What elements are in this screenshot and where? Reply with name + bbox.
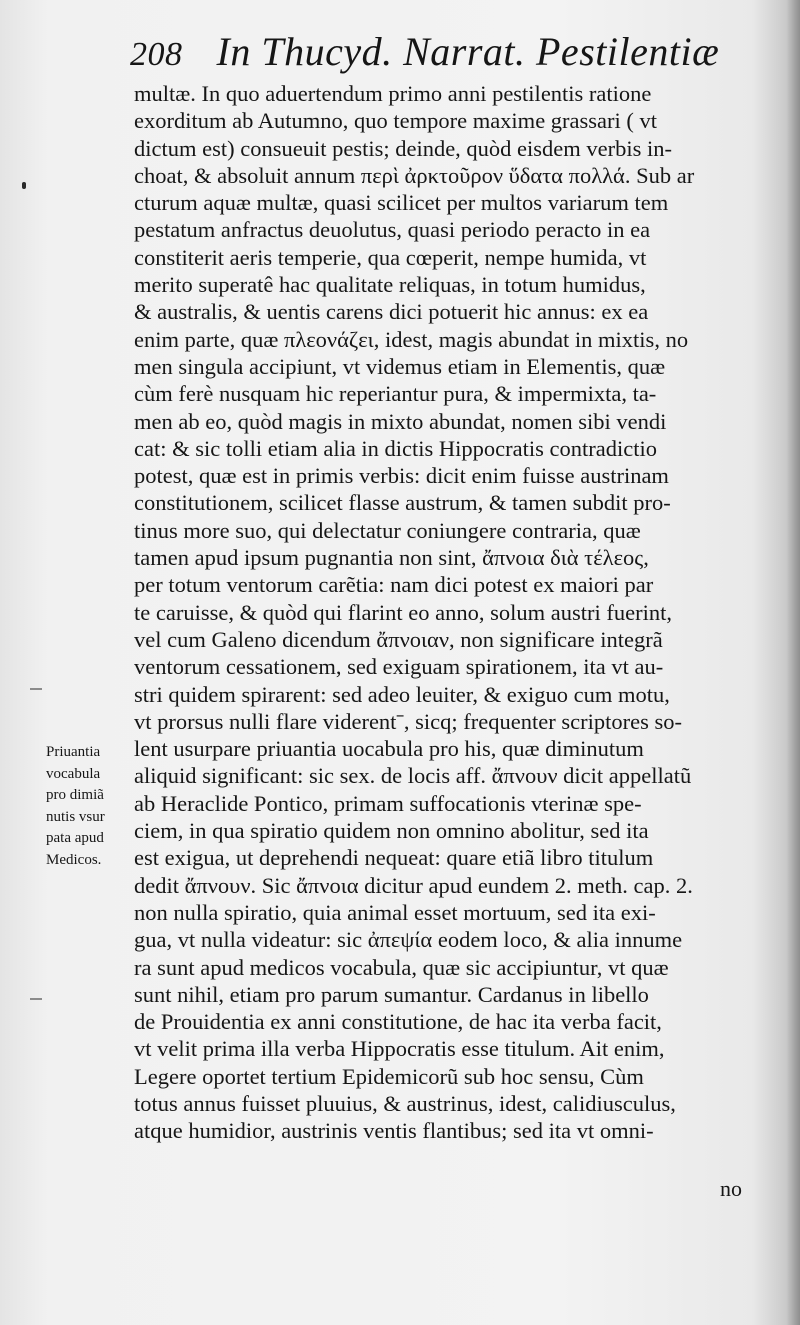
text-line: choat, & absoluit annum περὶ ἀρκτοῦρον ὕδατα πολλά. Sub ar <box>134 162 695 188</box>
text-line: multæ. In quo aduertendum primo anni pestilentis ratione <box>134 81 652 106</box>
text-line: cturum aquæ multæ, quasi scilicet per multos variarum tem <box>134 190 669 216</box>
margin-note <box>46 742 128 871</box>
page-edge-shadow <box>786 0 800 1325</box>
catchword: no <box>720 1176 742 1201</box>
text-line: ciem, in qua spiratio quidem non omnino abolitur, sed ita <box>134 818 649 844</box>
text-line: exorditum ab Autumno, quo tempore maxime grassari ( vt <box>134 108 658 134</box>
text-line: dictum est) consueuit pestis; deinde, quòd eisdem verbis in- <box>134 135 673 161</box>
text-line: ab Heraclide Pontico, primam suffocationis vterinæ spe- <box>134 790 642 816</box>
margin-note-line: pro dimiã <box>46 787 104 803</box>
text-line: potest, quæ est in primis verbis: dicit enim fuisse austrinam <box>134 463 669 489</box>
text-line: est exigua, ut deprehendi nequeat: quare etiã libro titulum <box>134 845 654 871</box>
text-line: cat: & sic tolli etiam alia in dictis Hippocratis contradictio <box>134 435 657 461</box>
text-line: men ab eo, quòd magis in mixto abundat, nomen sibi vendi <box>134 408 667 434</box>
text-line: Legere oportet tertium Epidemicorũ sub hoc sensu, Cùm <box>134 1063 644 1089</box>
text-line: vt velit prima illa verba Hippocratis esse titulum. Ait enim, <box>134 1036 665 1062</box>
margin-note-line: vocabula <box>46 765 101 782</box>
text-line: enim parte, quæ πλεονάζει, idest, magis abundat in mixtis, no <box>134 326 689 352</box>
text-line: lent usurpare priuantia uocabula pro his, quæ diminutum <box>134 736 644 762</box>
text-line: vt prorsus nulli flare viderentˉ, sicq; frequenter scriptores so- <box>134 708 682 734</box>
text-line: ra sunt apud medicos vocabula, quæ sic accipiuntur, vt quæ <box>134 954 669 980</box>
ink-speck <box>30 998 42 1000</box>
text-line: atque humidior, austrinis ventis flantibus; sed ita vt omni- <box>134 1118 654 1144</box>
text-line: non nulla spiratio, quia animal esset mortuum, sed ita exi- <box>134 899 656 925</box>
text-line: tamen apud ipsum pugnantia non sint, ἄπνοια διὰ τέλεος, <box>134 545 649 571</box>
text-line: merito superatê hac qualitate reliquas, in totum humidus, <box>134 272 646 298</box>
text-line: constiterit aeris temperie, qua cœperit, nempe humida, vt <box>134 244 647 270</box>
text-line: de Prouidentia ex anni constitutione, de hac ita verba facit, <box>134 1009 662 1035</box>
margin-note-line: nutis vsur <box>46 808 105 825</box>
text-line: per totum ventorum carẽtia: nam dici potest ex maiori par <box>134 572 654 598</box>
ink-speck <box>22 182 26 189</box>
text-line: & australis, & uentis carens dici potuerit hic annus: ex ea <box>134 299 649 325</box>
text-line: constitutionem, scilicet flasse austrum, & tamen subdit pro- <box>134 490 671 516</box>
text-line: cùm ferè nusquam hic reperiantur pura, & impermixta, ta- <box>134 381 657 407</box>
text-line: tinus more suo, qui delectatur coniungere contraria, quæ <box>134 517 641 543</box>
page-number: 208 <box>130 36 183 73</box>
text-line: sunt nihil, etiam pro parum sumantur. Cardanus in libello <box>134 981 649 1007</box>
text-line: dedit ἄπνουν. Sic ἄπνοια dicitur apud eundem 2. meth. cap. 2. <box>134 872 693 898</box>
text-line: vel cum Galeno dicendum ἄπνοιαν, non significare integrã <box>134 626 663 652</box>
running-title: In Thucyd. Narrat. Pestilentiæ <box>216 29 720 74</box>
text-line: pestatum anfractus deuolutus, quasi periodo peracto in ea <box>134 217 651 243</box>
margin-note-line: Priuantia <box>46 744 101 760</box>
text-line: men singula accipiunt, vt videmus etiam in Elementis, quæ <box>134 353 666 379</box>
text-line: aliquid significant: sic sex. de locis aff. ἄπνουν dicit appellatũ <box>134 763 692 789</box>
text-line: totus annus fuisset pluuius, & austrinus, idest, calidiusculus, <box>134 1090 676 1116</box>
margin-note-line: pata apud <box>46 830 104 846</box>
margin-note-line: Medicos. <box>46 851 102 868</box>
ink-speck <box>30 688 42 690</box>
text-line: stri quidem spirarent: sed adeo leuiter, & exiguo cum motu, <box>134 681 670 707</box>
body-text <box>134 80 774 1145</box>
text-line: ventorum cessationem, sed exiguam spirationem, ita vt au- <box>134 654 664 680</box>
text-line: te caruisse, & quòd qui flarint eo anno, solum austri fuerint, <box>134 599 673 625</box>
running-head <box>130 22 770 82</box>
text-line: gua, vt nulla videatur: sic ἀπεψία eodem loco, & alia innume <box>134 927 683 953</box>
